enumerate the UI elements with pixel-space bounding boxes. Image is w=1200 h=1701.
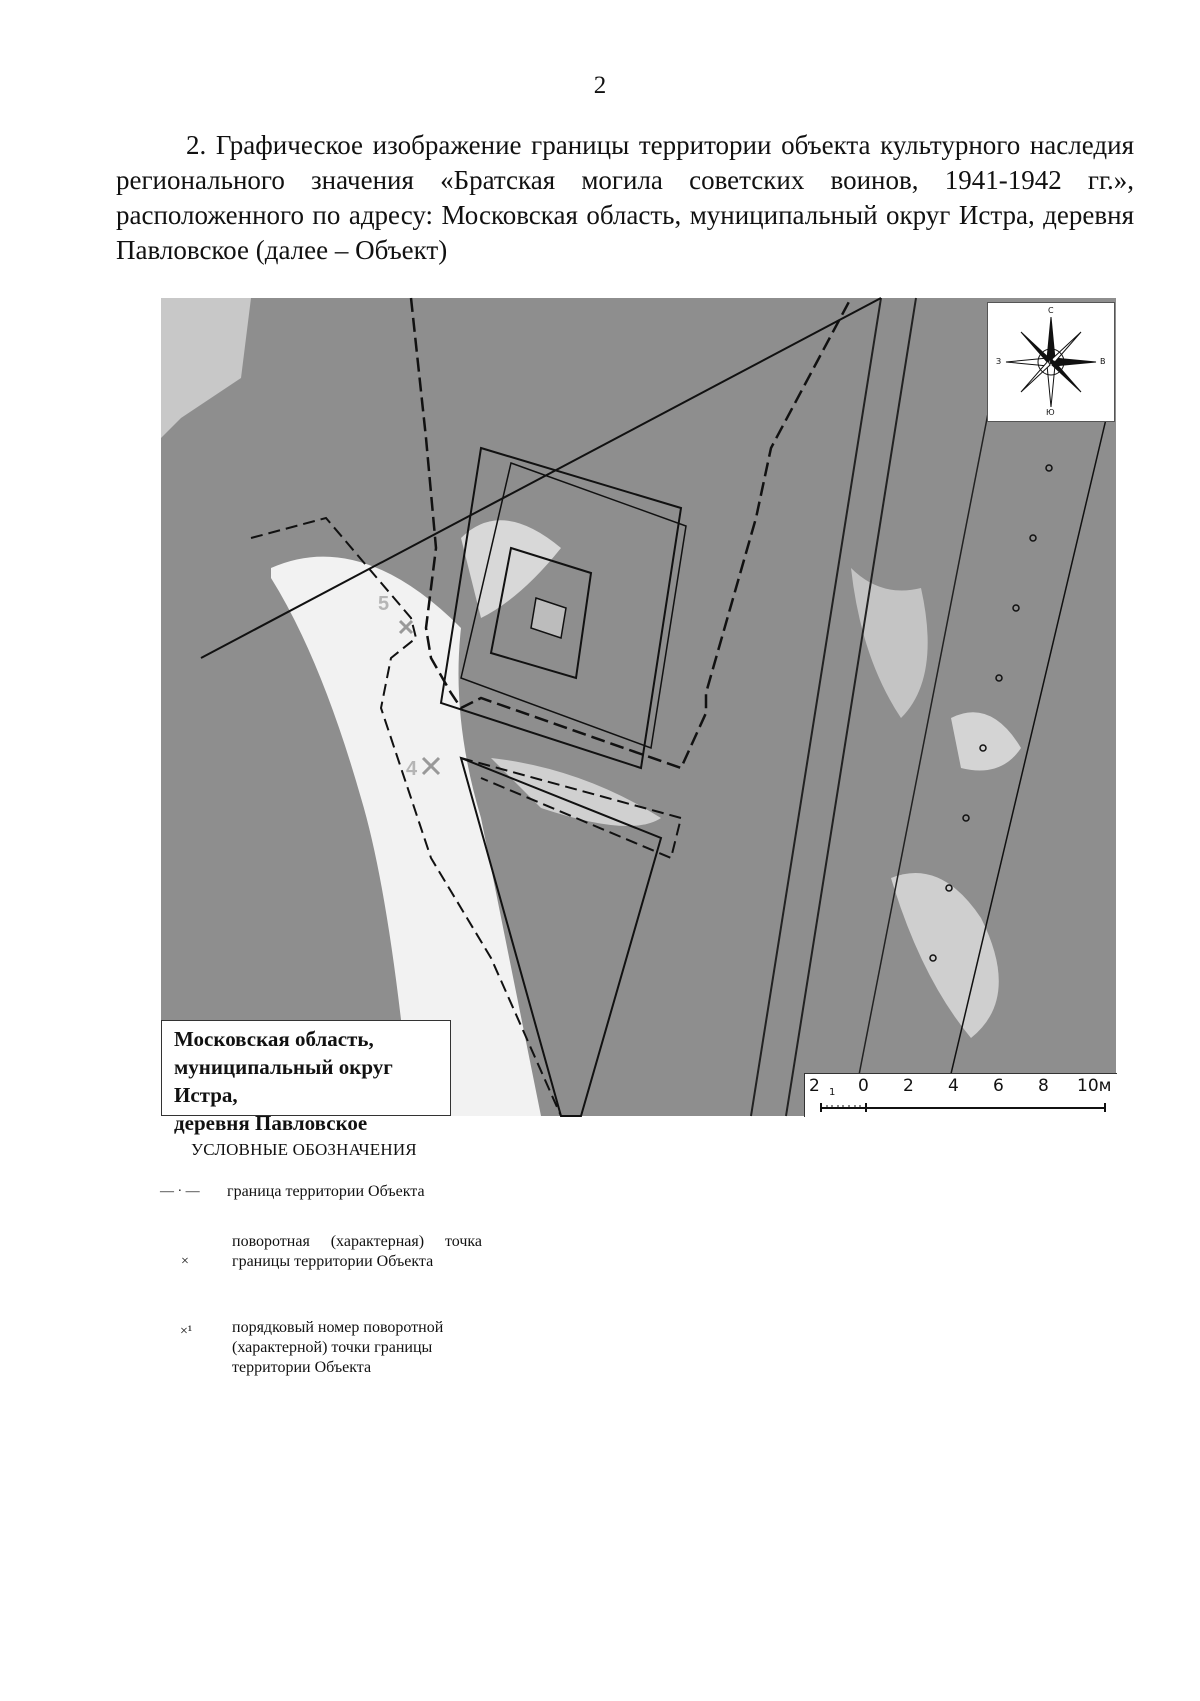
scale-tick: 8 — [1038, 1076, 1049, 1096]
legend-title: УСЛОВНЫЕ ОБОЗНАЧЕНИЯ — [191, 1140, 417, 1159]
caption-line-1: Московская область, — [174, 1027, 374, 1051]
scale-tick: 2 — [903, 1076, 914, 1096]
numbered-cross-icon: ×¹ — [180, 1324, 193, 1339]
caption-line-2: муниципальный округ Истра, — [174, 1055, 393, 1107]
boundary-line-icon: — · — — [160, 1184, 200, 1199]
legend-item-point-number — [150, 1318, 490, 1413]
heading-paragraph: 2. Графическое изображение границы территории объекта культурного наследия регионального значения «Братская могила советских воинов, 1941-1942 гг.», расположенного по адресу: Московская область, муниципальный округ Истра, деревня Павловское (далее – Объект) — [116, 130, 1134, 265]
caption-line-3: деревня Павловское — [174, 1111, 368, 1135]
legend-item-point — [150, 1232, 490, 1302]
compass-north: С — [1048, 306, 1054, 315]
compass-west: З — [996, 357, 1002, 366]
scale-tick-minor: 1 — [829, 1087, 836, 1098]
compass-east: В — [1100, 357, 1106, 366]
scale-tick: 6 — [993, 1076, 1004, 1096]
compass-south: Ю — [1046, 408, 1055, 417]
legend-item-boundary — [150, 1182, 490, 1206]
scale-ruler — [805, 1074, 1117, 1117]
legend-text: поворотная (характерная) точка границы территории Объекта — [232, 1233, 482, 1270]
scale-tick: 2 — [809, 1076, 820, 1096]
legend-text: порядковый номер поворотной (характерной) точки границы территории Объекта — [232, 1319, 444, 1376]
cross-icon: × — [181, 1254, 189, 1269]
page-number: 2 — [593, 72, 607, 99]
scale-tick: 4 — [948, 1076, 959, 1096]
scale-tick: 10м — [1077, 1076, 1112, 1096]
map-drawing — [161, 298, 1116, 1116]
point-label-4: 4 — [406, 758, 418, 780]
map-figure — [161, 298, 1116, 1135]
scale-tick: 0 — [858, 1076, 869, 1096]
compass-rose — [987, 302, 1115, 422]
compass-icon — [988, 303, 1114, 421]
scale-bar — [804, 1073, 1117, 1117]
map-caption — [161, 1020, 451, 1135]
point-label-5: 5 — [378, 593, 390, 615]
legend-text: граница территории Объекта — [227, 1183, 425, 1200]
